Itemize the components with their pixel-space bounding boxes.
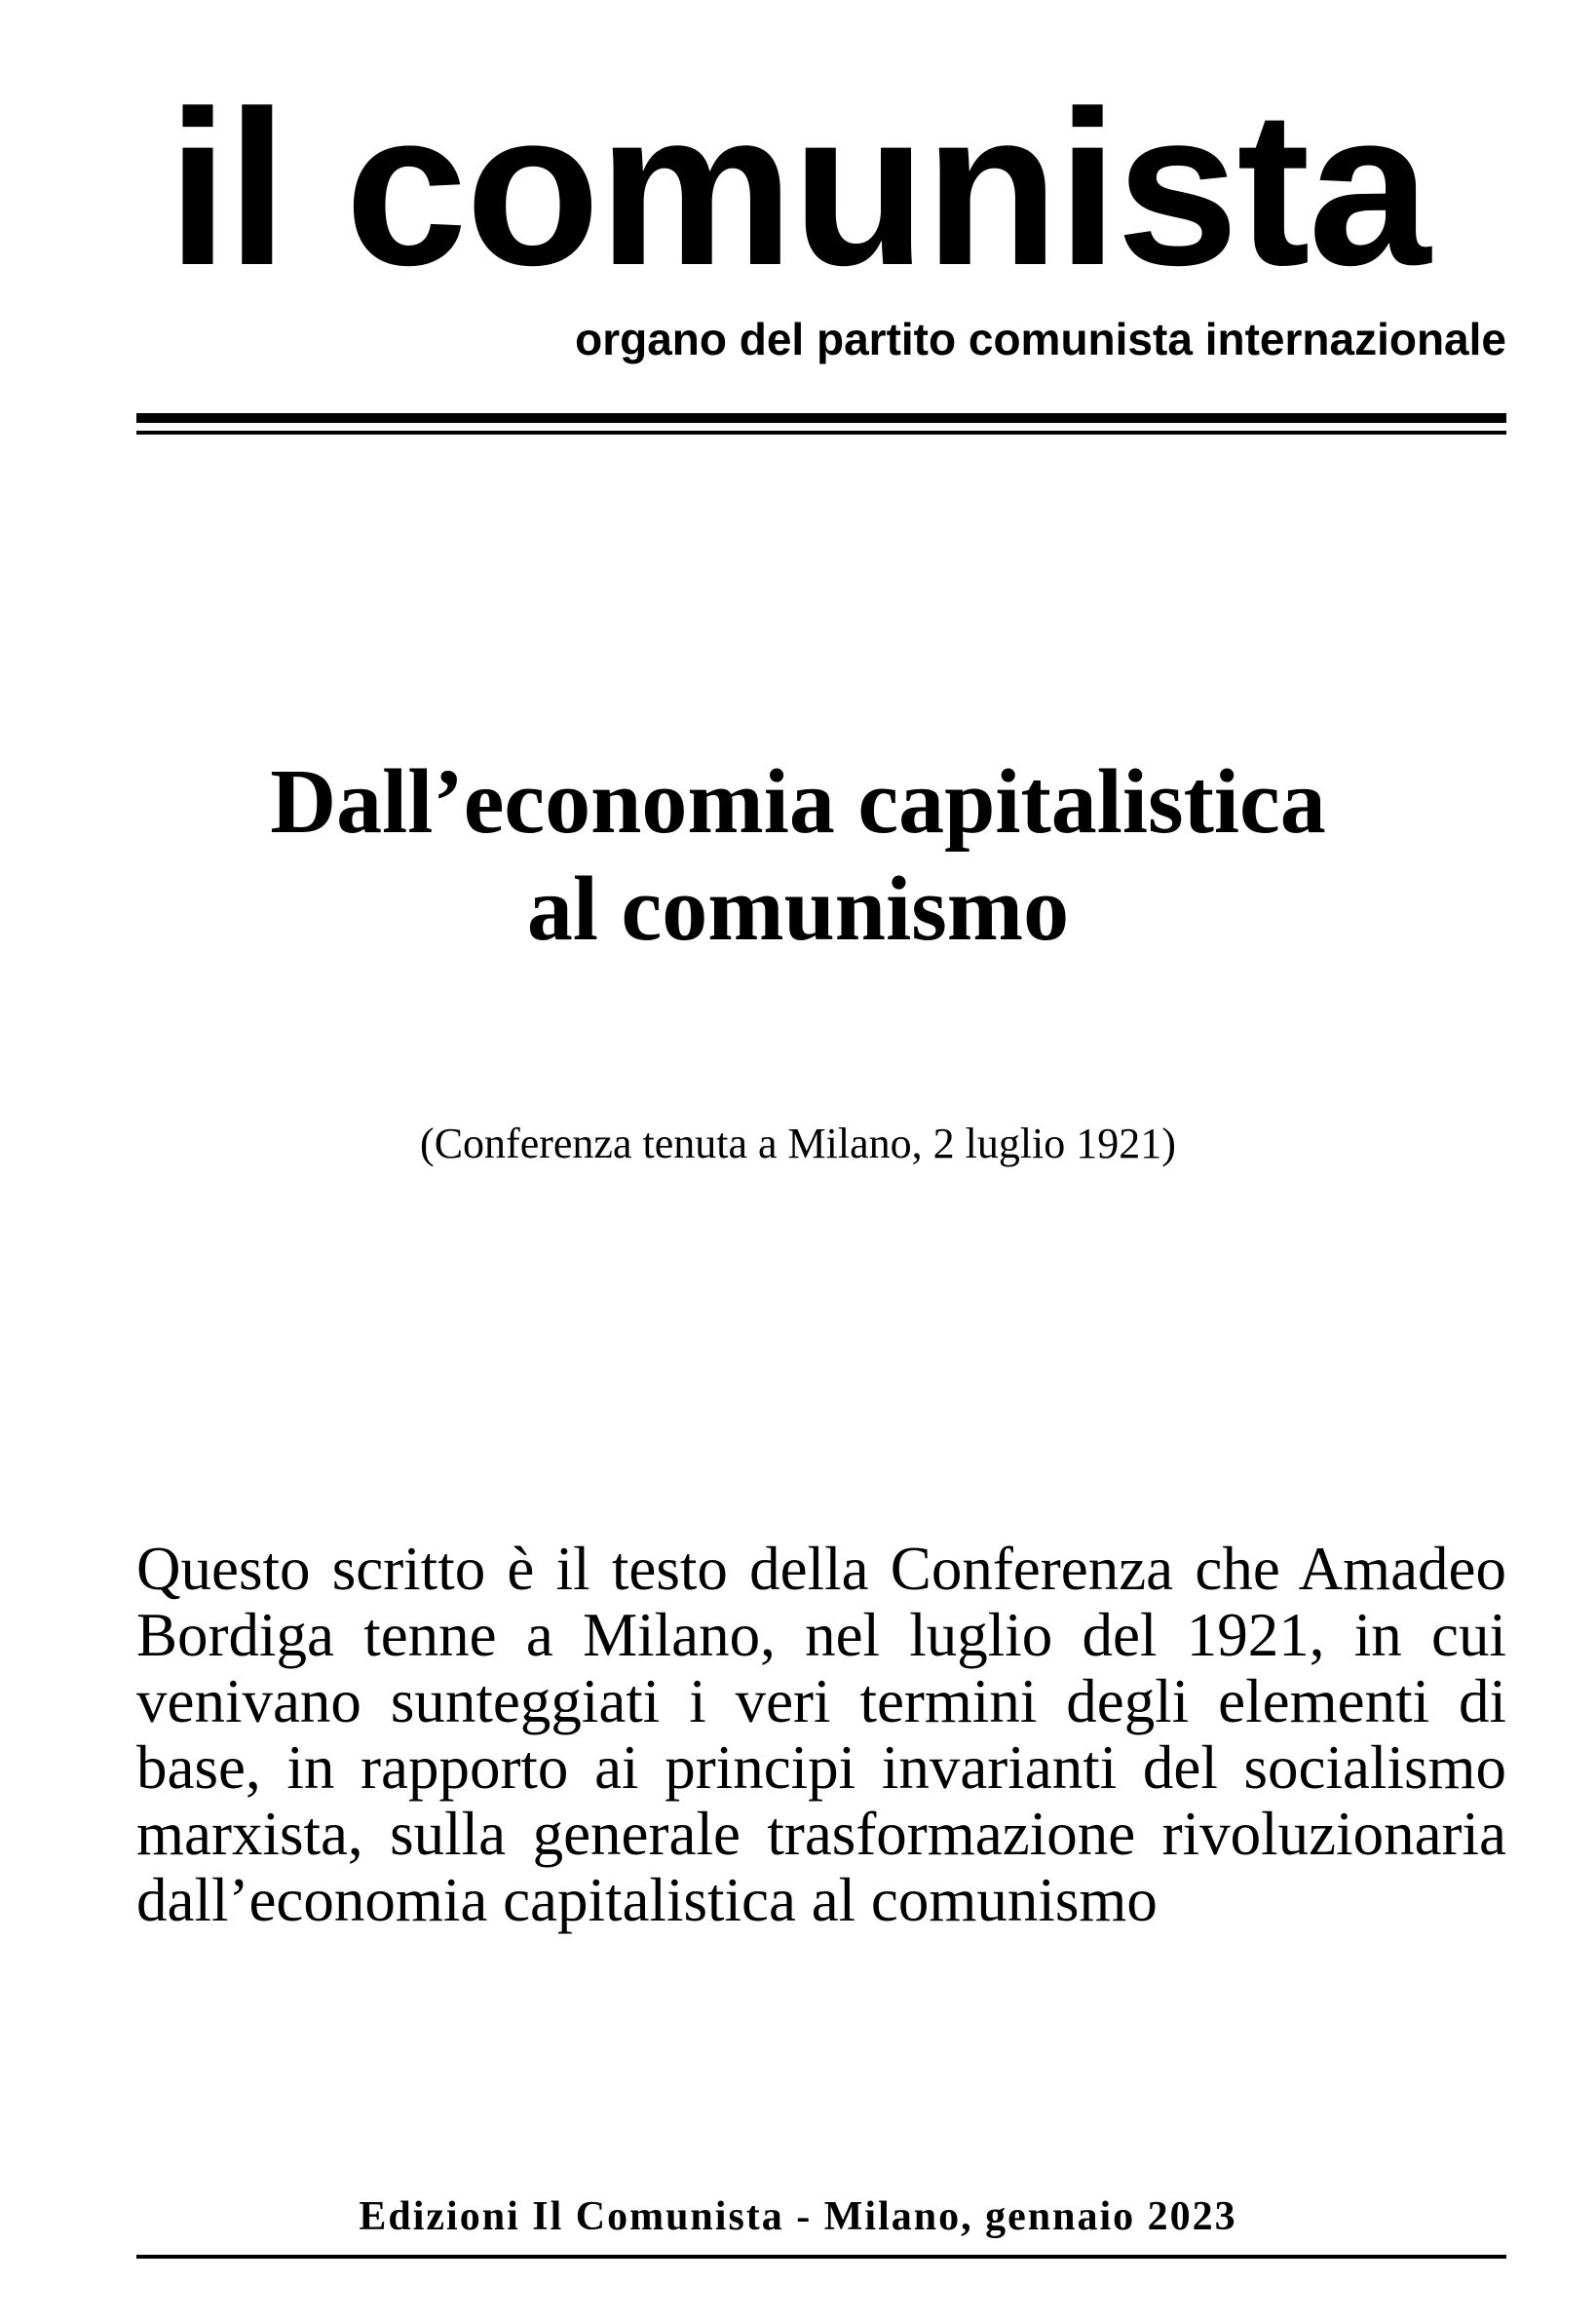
description-line: Bordiga tenne a Milano, nel luglio del 1921, in cui [136,1601,1506,1669]
document-title [0,748,1596,963]
publisher-line: Edizioni Il Comunista - Milano, gennaio 2023 [359,2194,1237,2239]
description-line: Questo scritto è il testo della Conferenza che Amadeo [136,1535,1506,1603]
header-divider-thick [136,413,1506,423]
footer-divider [136,2255,1506,2259]
description-line: venivano sunteggiati i veri termini degli elementi di [136,1667,1506,1735]
description-line: dall’economia capitalistica al comunismo [136,1866,1158,1934]
description-line: base, in rapporto ai principi invarianti del socialismo [136,1733,1506,1802]
document-title-line: Dall’economia capitalistica [270,751,1326,853]
masthead-title: il comunista [167,64,1429,311]
document-title-line: al comunismo [526,858,1070,960]
masthead-subtitle: organo del partito comunista internazionale [575,314,1506,364]
conference-note: (Conferenza tenuta a Milano, 2 luglio 1921) [420,1120,1176,1167]
description-line: marxista, sulla generale trasformazione rivoluzionaria [136,1800,1506,1868]
header-divider-thin [136,431,1506,435]
description-paragraph [136,1536,1506,1933]
